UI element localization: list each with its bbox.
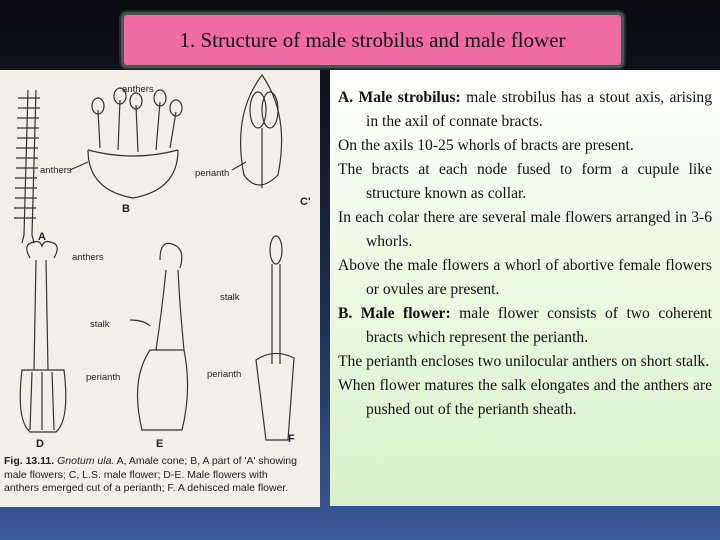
label-d: D [36, 438, 44, 450]
label-stalk-f: stalk [220, 292, 240, 303]
label-c: C' [300, 196, 311, 208]
title-box [121, 12, 624, 68]
text-male-strobilus: male strobilus has a stout axis, arising in the axil of connate bracts. [366, 89, 712, 130]
label-anthers-mid: anthers [72, 252, 104, 263]
label-anthers-top: anthers [122, 84, 154, 95]
label-perianth-c: perianth [195, 168, 230, 179]
drawing-b-cone-part [70, 88, 182, 198]
caption-fig-no: Fig. 13.11. [4, 455, 55, 467]
paragraph-colar: In each colar there are several male flowers arranged in 3-6 whorls. [338, 209, 712, 250]
caption-genus: Gnotum ula. [57, 455, 115, 467]
caption-line-3: anthers emerged cut of a perianth; F. A dehisced male flower. [4, 482, 289, 494]
label-e: E [156, 438, 164, 450]
drawing-d-flower [20, 242, 66, 433]
label-a: A [38, 231, 46, 243]
label-perianth-d: perianth [86, 372, 121, 383]
drawing-e-flower [130, 243, 188, 430]
text-male-flower: male flower consists of two coherent bracts which represent the perianth. [366, 305, 712, 346]
slide-title: 1. Structure of male strobilus and male flower [179, 27, 566, 52]
paragraph-bracts: The bracts at each node fused to form a cupule like structure known as collar. [338, 161, 712, 202]
drawing-f-flower [256, 236, 294, 440]
paragraph-matures: When flower matures the salk elongates and the anthers are pushed out of the perianth sheath. [338, 377, 712, 418]
paragraph-perianth: The perianth encloses two unilocular anthers on short stalk. [338, 353, 710, 370]
label-f: F [288, 433, 295, 445]
text-panel [330, 70, 720, 506]
caption-line-1: A, Amale cone; B, A part of 'A' showing [116, 455, 297, 467]
caption-line-2: male flowers; C, L.S. male flower; D-E. Male flowers with [4, 468, 268, 481]
botanical-figure [0, 70, 320, 507]
heading-male-strobilus: A. Male strobilus: [338, 89, 461, 106]
label-b: B [122, 203, 130, 215]
drawing-c-ls-flower [232, 75, 282, 188]
label-anthers-left: anthers [40, 165, 72, 176]
label-perianth-f: perianth [207, 369, 242, 380]
label-stalk-mid: stalk [90, 319, 110, 330]
drawing-a-male-cone [14, 90, 40, 243]
paragraph-abortive: Above the male flowers a whorl of abortive female flowers or ovules are present. [338, 257, 712, 298]
paragraph-male-strobilus [338, 86, 712, 134]
figure-caption [4, 455, 316, 496]
paragraph-male-flower [338, 302, 712, 350]
paragraph-whorls: On the axils 10-25 whorls of bracts are present. [338, 137, 634, 154]
figure-drawing [0, 70, 320, 507]
heading-male-flower: B. Male flower: [338, 305, 451, 322]
